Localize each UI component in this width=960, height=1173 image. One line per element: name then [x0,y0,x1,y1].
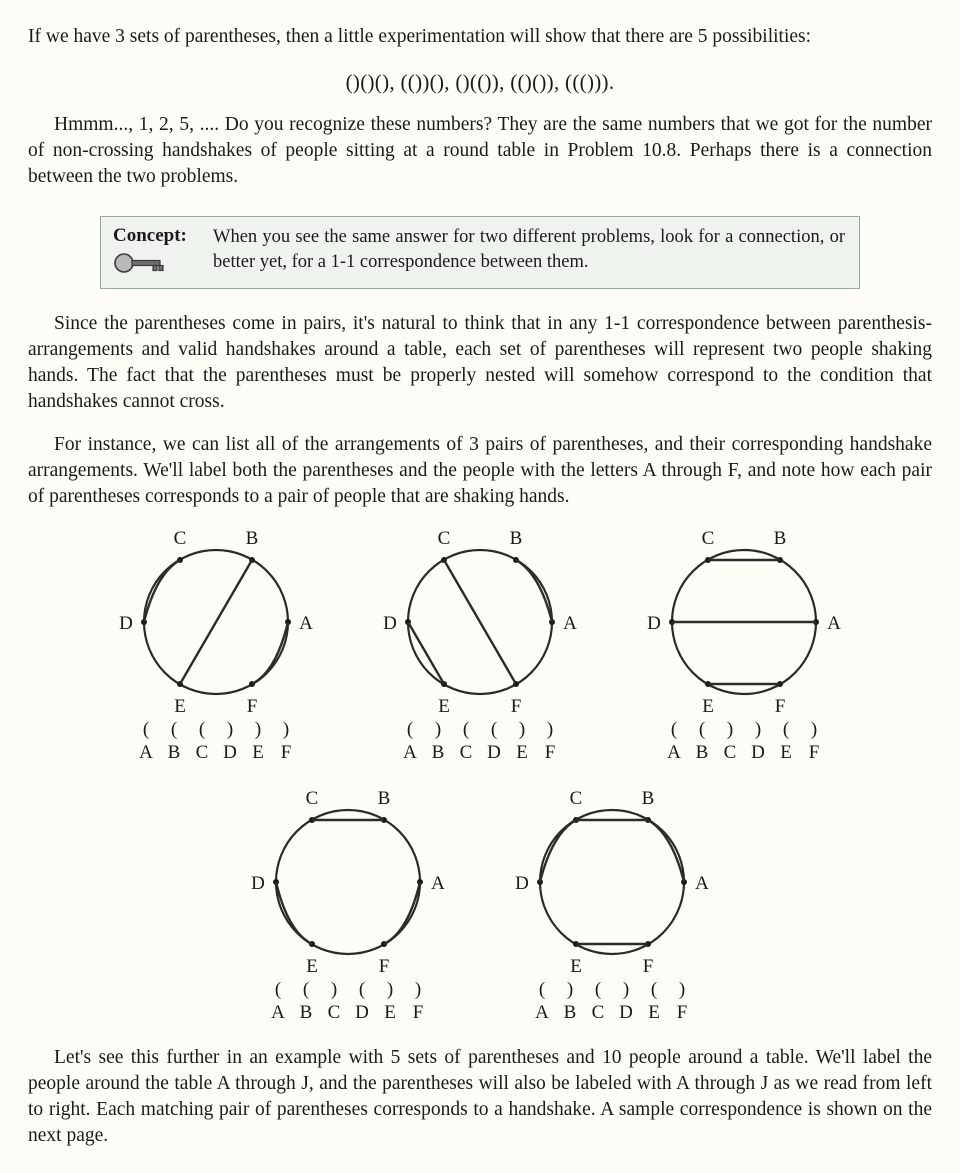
svg-text:E: E [306,956,318,978]
svg-text:F: F [774,695,786,717]
figure-2 [364,522,596,765]
figure-1 [100,522,332,765]
figure-4-letters: A B C D E F [271,1002,424,1024]
paragraph-correspondence: Since the parentheses come in pairs, it's natural to think that in any 1-1 correspondence between parenthesis-arrangements and valid handshakes around a table, each set of parentheses will represent two people shaking hands. The fact that the parentheses must be properly nested will somehow correspond to the condition that handshakes cannot cross. [28,313,932,413]
svg-text:A: A [695,873,709,895]
figure-1-diagram [100,522,332,718]
figure-4 [232,782,464,1025]
svg-text:B: B [509,527,523,549]
concept-left [113,225,213,279]
svg-text:B: B [377,788,391,810]
svg-text:C: C [437,527,451,549]
figure-5-diagram [496,782,728,978]
svg-text:E: E [174,695,186,717]
svg-text:D: D [383,612,397,634]
figure-3 [628,522,860,765]
paragraph-next-page: Let's see this further in an example with 5 sets of parentheses and 10 people around a table. We'll label the people around the table A through J, and the parentheses will also be labeled with A through J as we read from left to right. Each matching pair of parentheses corresponds to a handshake. A sample correspondence is shown on the next page. [28,1046,932,1146]
svg-text:C: C [569,788,583,810]
key-icon [113,253,213,278]
intro-line: If we have 3 sets of parentheses, then a little experimentation will show that there are 5 possibilities: [28,26,812,47]
paren-possibilities: ()()(), (())(), ()(()), (()()), ((())). [345,69,615,94]
svg-text:F: F [642,956,654,978]
figure-5 [496,782,728,1025]
svg-text:D: D [251,873,265,895]
svg-text:C: C [701,527,715,549]
figure-2-parens: ( ) ( ( ) ) [406,718,554,740]
concept-text: When you see the same answer for two different problems, look for a connection, or better yet, for a 1-1 correspondence between them. [213,226,845,272]
figure-5-parens: ( ) ( ) ( ) [538,979,686,1001]
concept-box [100,216,860,290]
svg-text:A: A [431,873,445,895]
svg-text:F: F [246,695,258,717]
figure-3-parens: ( ( ) ) ( ) [670,718,818,740]
svg-text:A: A [563,612,577,634]
figure-1-parens: ( ( ( ) ) ) [142,718,290,740]
figure-2-letters: A B C D E F [403,741,556,763]
svg-text:D: D [515,873,529,895]
svg-text:A: A [299,612,313,634]
document-page [0,24,960,1173]
svg-text:B: B [641,788,655,810]
figure-row-1 [0,522,960,765]
figure-2-diagram [364,522,596,718]
svg-text:E: E [570,956,582,978]
svg-text:D: D [119,612,133,634]
figure-3-letters: A B C D E F [667,741,820,763]
svg-text:D: D [647,612,661,634]
svg-text:E: E [702,695,714,717]
figure-row-2 [0,782,960,1025]
paragraph-hmmm: Hmmm..., 1, 2, 5, .... Do you recognize these numbers? They are the same numbers that we got for the number of non-crossing handshakes of people sitting at a round table in Problem 10.8. Perhaps there is a connection between the two problems. [28,113,932,187]
svg-text:F: F [378,956,390,978]
figure-4-diagram [232,782,464,978]
svg-text:B: B [773,527,787,549]
figure-4-parens: ( ( ) ( ) ) [274,979,422,1001]
figure-3-diagram [628,522,860,718]
paragraph-instance: For instance, we can list all of the arrangements of 3 pairs of parentheses, and their corresponding handshake arrangements. We'll label both the parentheses and the people with the letters A through F, and note how each pair of parentheses corresponds to a pair of people that are shaking hands. [28,434,932,508]
svg-text:C: C [173,527,187,549]
svg-text:B: B [245,527,259,549]
figure-5-letters: A B C D E F [535,1002,688,1024]
concept-title: Concept: [113,224,187,246]
svg-text:A: A [827,612,841,634]
svg-text:E: E [438,695,450,717]
svg-text:F: F [510,695,522,717]
svg-text:C: C [305,788,319,810]
figure-1-letters: A B C D E F [139,741,292,763]
